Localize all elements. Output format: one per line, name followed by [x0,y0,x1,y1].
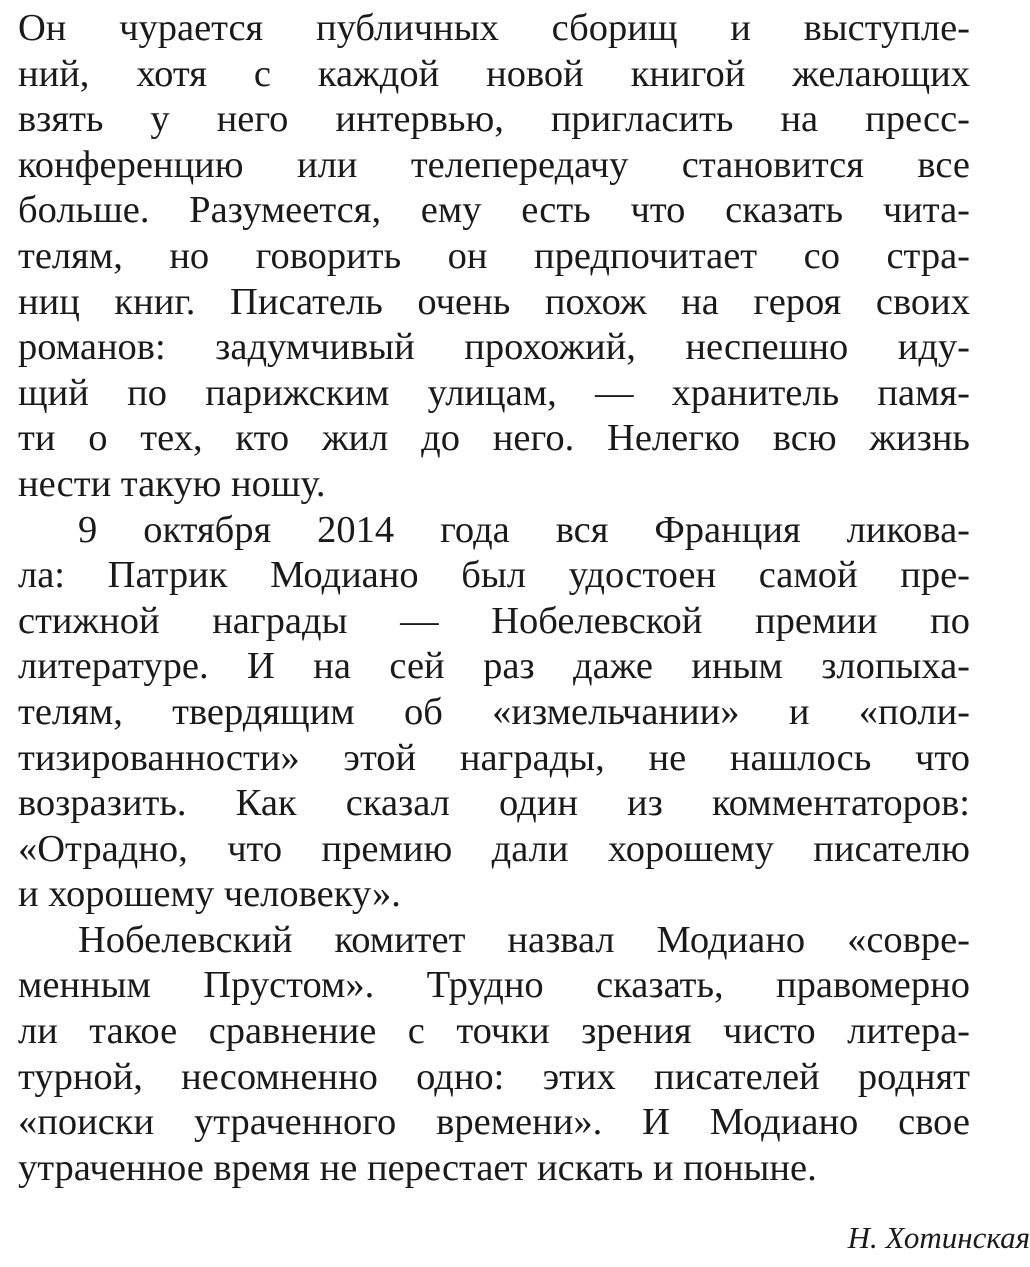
text-line: ли такое сравнение с точки зрения чисто литера- [18,1010,970,1053]
text-line: Он чурается публичных сборищ и выступле- [18,7,970,49]
text-line: стижной награды — Нобелевской премии по [18,599,970,642]
text-line: взять у него интервью, пригласить на пресс- [18,98,970,141]
text-line: романов: задумчивый прохожий, неспешно иду- [18,326,970,369]
text-line: больше. Разумеется, ему есть что сказать чита- [18,189,970,232]
text-line: «поиски утраченного времени». И Модиано свое [18,1101,970,1144]
text-line: ти о тех, кто жил до него. Нелегко всю жизнь [18,417,970,460]
text-line: утраченное время не перестает искать и поныне. [18,1146,817,1189]
text-line: турной, несомненно одно: этих писателей роднят [18,1055,970,1098]
author-signature: Н. Хотинская [847,1220,1030,1255]
text-line: тизированности» этой награды, не нашлось что [18,736,970,779]
text-line: менным Прустом». Трудно сказать, правомерно [18,964,970,1007]
text-line: ний, хотя с каждой новой книгой желающих [18,52,970,95]
text-line: 9 октября 2014 года вся Франция ликова- [78,508,970,551]
text-line: «Отрадно, что премию дали хорошему писателю [18,827,970,870]
text-line: щий по парижским улицам, — хранитель памя- [18,371,970,414]
text-line: литературе. И на сей раз даже иным злопыха- [18,645,970,688]
text-line: телям, но говорить он предпочитает со стра- [18,234,970,277]
text-line: ла: Патрик Модиано был удостоен самой пре- [18,554,970,597]
text-line: телям, твердящим об «измельчании» и «поли- [18,690,970,733]
text-line: и хорошему человеку». [18,873,401,916]
text-line: возразить. Как сказал один из комментаторов: [18,782,970,825]
text-line: Нобелевский комитет назвал Модиано «совре- [78,918,970,961]
text-line: ниц книг. Писатель очень похож на героя своих [18,280,970,323]
paragraph-3 [18,918,970,1192]
text-line: нести такую ношу. [18,462,326,505]
article-text [18,0,970,1191]
paragraph-1 [18,6,970,508]
paragraph-2 [18,508,970,918]
text-line: конференцию или телепередачу становится все [18,143,970,186]
